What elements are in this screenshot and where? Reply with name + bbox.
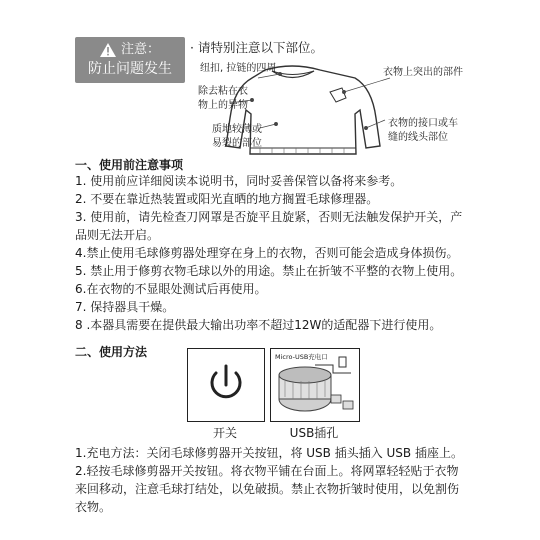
label-protruding: 衣物上突出的部件 [383, 67, 463, 78]
section-1-title: 一、使用前注意事项 [75, 158, 184, 172]
list-item: 8 .本器具需要在提供最大输出功率不超过12W的适配器下进行使用。 [75, 318, 442, 332]
list-item: 1. 使用前应详细阅读本说明书，同时妥善保管以备将来参考。 [75, 174, 403, 188]
list-item: 品则无法开启。 [75, 228, 160, 242]
instruction-line: 衣物。 [75, 500, 112, 514]
switch-panel [187, 348, 265, 422]
badge-title: 注意： [120, 42, 160, 57]
lead-text: · 请特别注意以下部位。 [190, 40, 323, 55]
instruction-line: 1.充电方法：关闭毛球修剪器开关按钮，将 USB 插头插入 USB 插座上。 [75, 446, 463, 460]
list-item: 2. 不要在靠近热装置或阳光直晒的地方搁置毛球修理器。 [75, 192, 379, 206]
instruction-line: 2.轻按毛球修剪器开关按钮。将衣物平铺在台面上。将网罩轻轻贴于衣物 [75, 464, 459, 478]
usb-panel [270, 348, 360, 422]
badge-subtitle: 防止问题发生 [88, 61, 172, 77]
usb-caption: USB插孔 [289, 426, 339, 440]
instruction-line: 来回移动，注意毛球打结处，以免破损。禁止衣物折皱时使用，以免割伤 [75, 482, 460, 496]
warning-icon [100, 43, 116, 57]
label-foreign-2: 物上的异物 [198, 100, 248, 111]
list-item: 7. 保持器具干燥。 [75, 300, 175, 314]
usb-port-label: Micro-USB充电口 [275, 353, 328, 361]
list-item: 4.禁止使用毛球修剪器处理穿在身上的衣物，否则可能会造成身体损伤。 [75, 246, 459, 260]
label-seams-2: 缝的线头部位 [388, 132, 448, 143]
list-item: 6.在衣物的不显眼处测试后再使用。 [75, 282, 267, 296]
list-item: 3. 使用前，请先检查刀网罩是否旋平且旋紧，否则无法触发保护开关，产 [75, 210, 463, 224]
section-2-title: 二、使用方法 [75, 345, 148, 359]
label-seams-1: 衣物的接口或车 [388, 118, 458, 129]
label-foreign-1: 除去粘在衣 [198, 86, 248, 97]
warning-badge [75, 37, 185, 83]
switch-caption: 开关 [212, 426, 237, 440]
list-item: 5. 禁止用于修剪衣物毛球以外的用途。禁止在折皱不平整的衣物上使用。 [75, 264, 463, 278]
label-thin-2: 易裂的部位 [212, 138, 262, 149]
label-zipper: 纽扣, 拉链的四周 [200, 63, 277, 74]
label-thin-1: 质地较薄或 [212, 124, 262, 135]
power-icon [188, 349, 264, 421]
